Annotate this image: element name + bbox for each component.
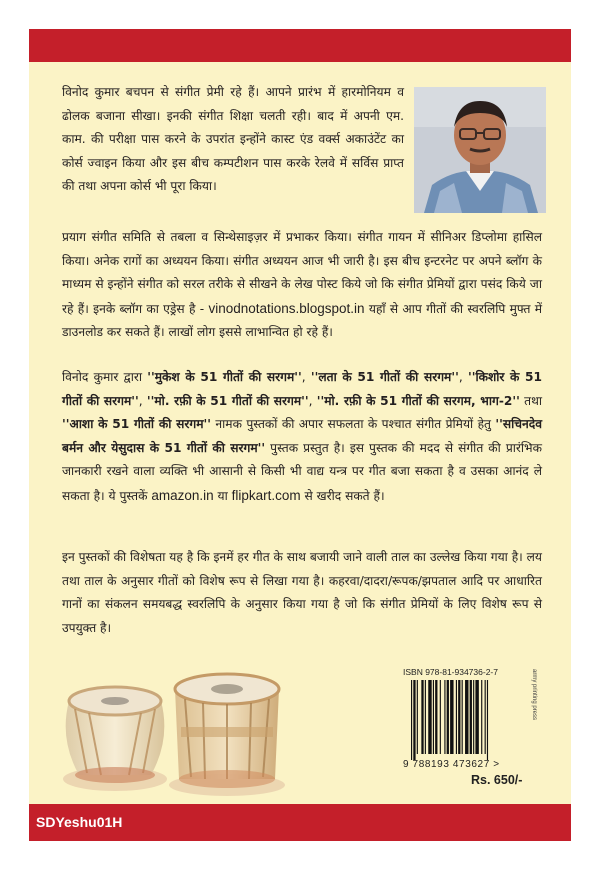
book-title-current: ''सचिनदेव बर्मन और येसुदास के 51 गीतों की सरगम'' xyxy=(62,417,542,455)
features-paragraph: इन पुस्तकों की विशेषता यह है कि इनमें हर गीत के साथ बजायी जाने वाली ताल का उल्लेख किया गया है। लय तथा ताल के अनुसार गीतों को विशेष रूप से लिखा गया है। कहरवा/दादरा/रूपक/झपताल आदि पर आधारित गानों का संकलन समयबद्ध स्वरलिपि के अनुसार किया गया है जो कि संगीत प्रेमियों के लिए विशेष रूप से उपयुक्त है। xyxy=(62,550,542,635)
blog-note: यहाँ से आप गीतों की स्वरलिपि मुफ्त में डाउनलोड कर सकते हैं। लाखों लोग इससे लाभान्वित हो रहे हैं। xyxy=(62,301,543,339)
separator: तथा xyxy=(519,393,543,408)
barcode-bar xyxy=(428,680,431,754)
barcode-bar xyxy=(440,680,441,754)
barcode-bar xyxy=(465,680,468,754)
amazon-link: amazon.in xyxy=(151,487,214,503)
book-title-mukesh: ''मुकेश के 51 गीतों की सरगम'' xyxy=(147,370,302,384)
books-mid-text: नामक पुस्तकों की अपार सफलता के पश्चात संगीत प्रेमियों हेतु xyxy=(210,417,496,431)
barcode-bar xyxy=(444,680,445,754)
book-title-rafi: ''मो. रफ़ी के 51 गीतों की सरगम'' xyxy=(146,393,309,408)
isbn-text: ISBN 978-81-934736-2-7 xyxy=(403,667,498,677)
separator: , xyxy=(138,393,147,408)
barcode-bar xyxy=(485,680,486,754)
barcode-bar xyxy=(433,680,434,754)
author-bio-paragraph: विनोद कुमार बचपन से संगीत प्रेमी रहे हैं। आपने प्रारंभ में हारमोनियम व ढोलक बजाना सीखा। इनकी संगीत शिक्षा चलती रही। बाद में अपनी एम. काम. की परीक्षा पास करने के उपरांत इन्होंने कास्ट एंड वर्क्स अकाउंटेंट का कोर्स ज्वाइन किया और इस बीच कम्पटीशन पास करके रेलवे में सर्विस प्राप्त की तथा अपना कोर्स भी पूरा किया। xyxy=(62,85,404,193)
books-rest-text: पुस्तक प्रस्तुत है। इस पुस्तक की मदद से संगीत की प्रारंभिक जानकारी रखने वाला व्यक्ति भी आसानी से किसी भी वाद्य यन्त्र पर गीत बजा सकता है व उसका आनंद ले सकता है। ये पुस्तकें xyxy=(62,440,542,503)
book-title-rafi-part2: ''मो. रफ़ी के 51 गीतों की सरगम, भाग-2'' xyxy=(316,393,520,408)
books-intro: विनोद कुमार द्वारा xyxy=(62,370,148,384)
author-photo xyxy=(414,87,546,213)
book-title-asha: ''आशा के 51 गीतों की सरगम'' xyxy=(62,417,211,431)
book-title-lata: ''लता के 51 गीतों की सरगम'' xyxy=(310,370,459,384)
tabla-image xyxy=(45,629,305,799)
books-end-text: से खरीद सकते हैं। xyxy=(300,488,385,503)
barcode-bar xyxy=(487,680,488,760)
barcode-bar xyxy=(475,680,478,754)
barcode-bar xyxy=(450,680,453,754)
barcode-bar xyxy=(435,680,437,754)
barcode-bar xyxy=(421,680,423,754)
barcode-bar xyxy=(470,680,472,754)
book-title-kishore: ''किशोर के 51 गीतों की सरगम'' xyxy=(62,370,543,408)
publisher-imprint: army printing press xyxy=(531,669,537,721)
flipkart-link: flipkart.com xyxy=(231,487,301,503)
barcode-bar xyxy=(417,680,418,754)
separator: , xyxy=(458,370,468,384)
barcode-bar xyxy=(413,680,415,760)
music-training-paragraph xyxy=(62,226,542,345)
barcode-bar xyxy=(462,680,463,754)
barcode-block xyxy=(403,667,533,787)
ean-digits: 9 788193 473627 > xyxy=(403,759,500,770)
barcode xyxy=(411,680,515,760)
barcode-bar xyxy=(425,680,426,754)
barcode-bar xyxy=(481,680,482,754)
book-code: SDYeshu01H xyxy=(36,814,123,830)
or-text: या xyxy=(213,488,232,503)
separator: , xyxy=(308,393,317,408)
training-text: प्रयाग संगीत समिति से तबला व सिन्थेसाइज़र में प्रभाकर किया। संगीत गायन में सीनिअर डिप्लोमा हासिल किया। अनेक रागों का अध्ययन किया। संगीत अध्ययन आज भी जारी है। इस बीच इन्टरनेट पर अपने ब्लॉग के माध्यम से इन्होंने संगीत को सरल तरीके से सीखने के लेख पोस्ट किये जो कि संगीत प्रेमियों द्वारा पसंद किये जा रहे हैं। इनके ब्लॉग का एड्रेस है - xyxy=(62,230,542,316)
blog-url: vinodnotations.blogspot.in xyxy=(208,300,365,316)
price: Rs. 650/- xyxy=(471,773,523,787)
books-paragraph xyxy=(62,366,542,508)
barcode-bar xyxy=(456,680,457,754)
barcode-bar xyxy=(473,680,474,754)
bottom-red-band xyxy=(29,804,571,841)
book-back-cover xyxy=(29,29,571,841)
barcode-bar xyxy=(447,680,449,754)
barcode-bar xyxy=(411,680,412,760)
separator: , xyxy=(301,370,311,384)
barcode-bar xyxy=(458,680,460,754)
top-red-band xyxy=(29,29,571,62)
